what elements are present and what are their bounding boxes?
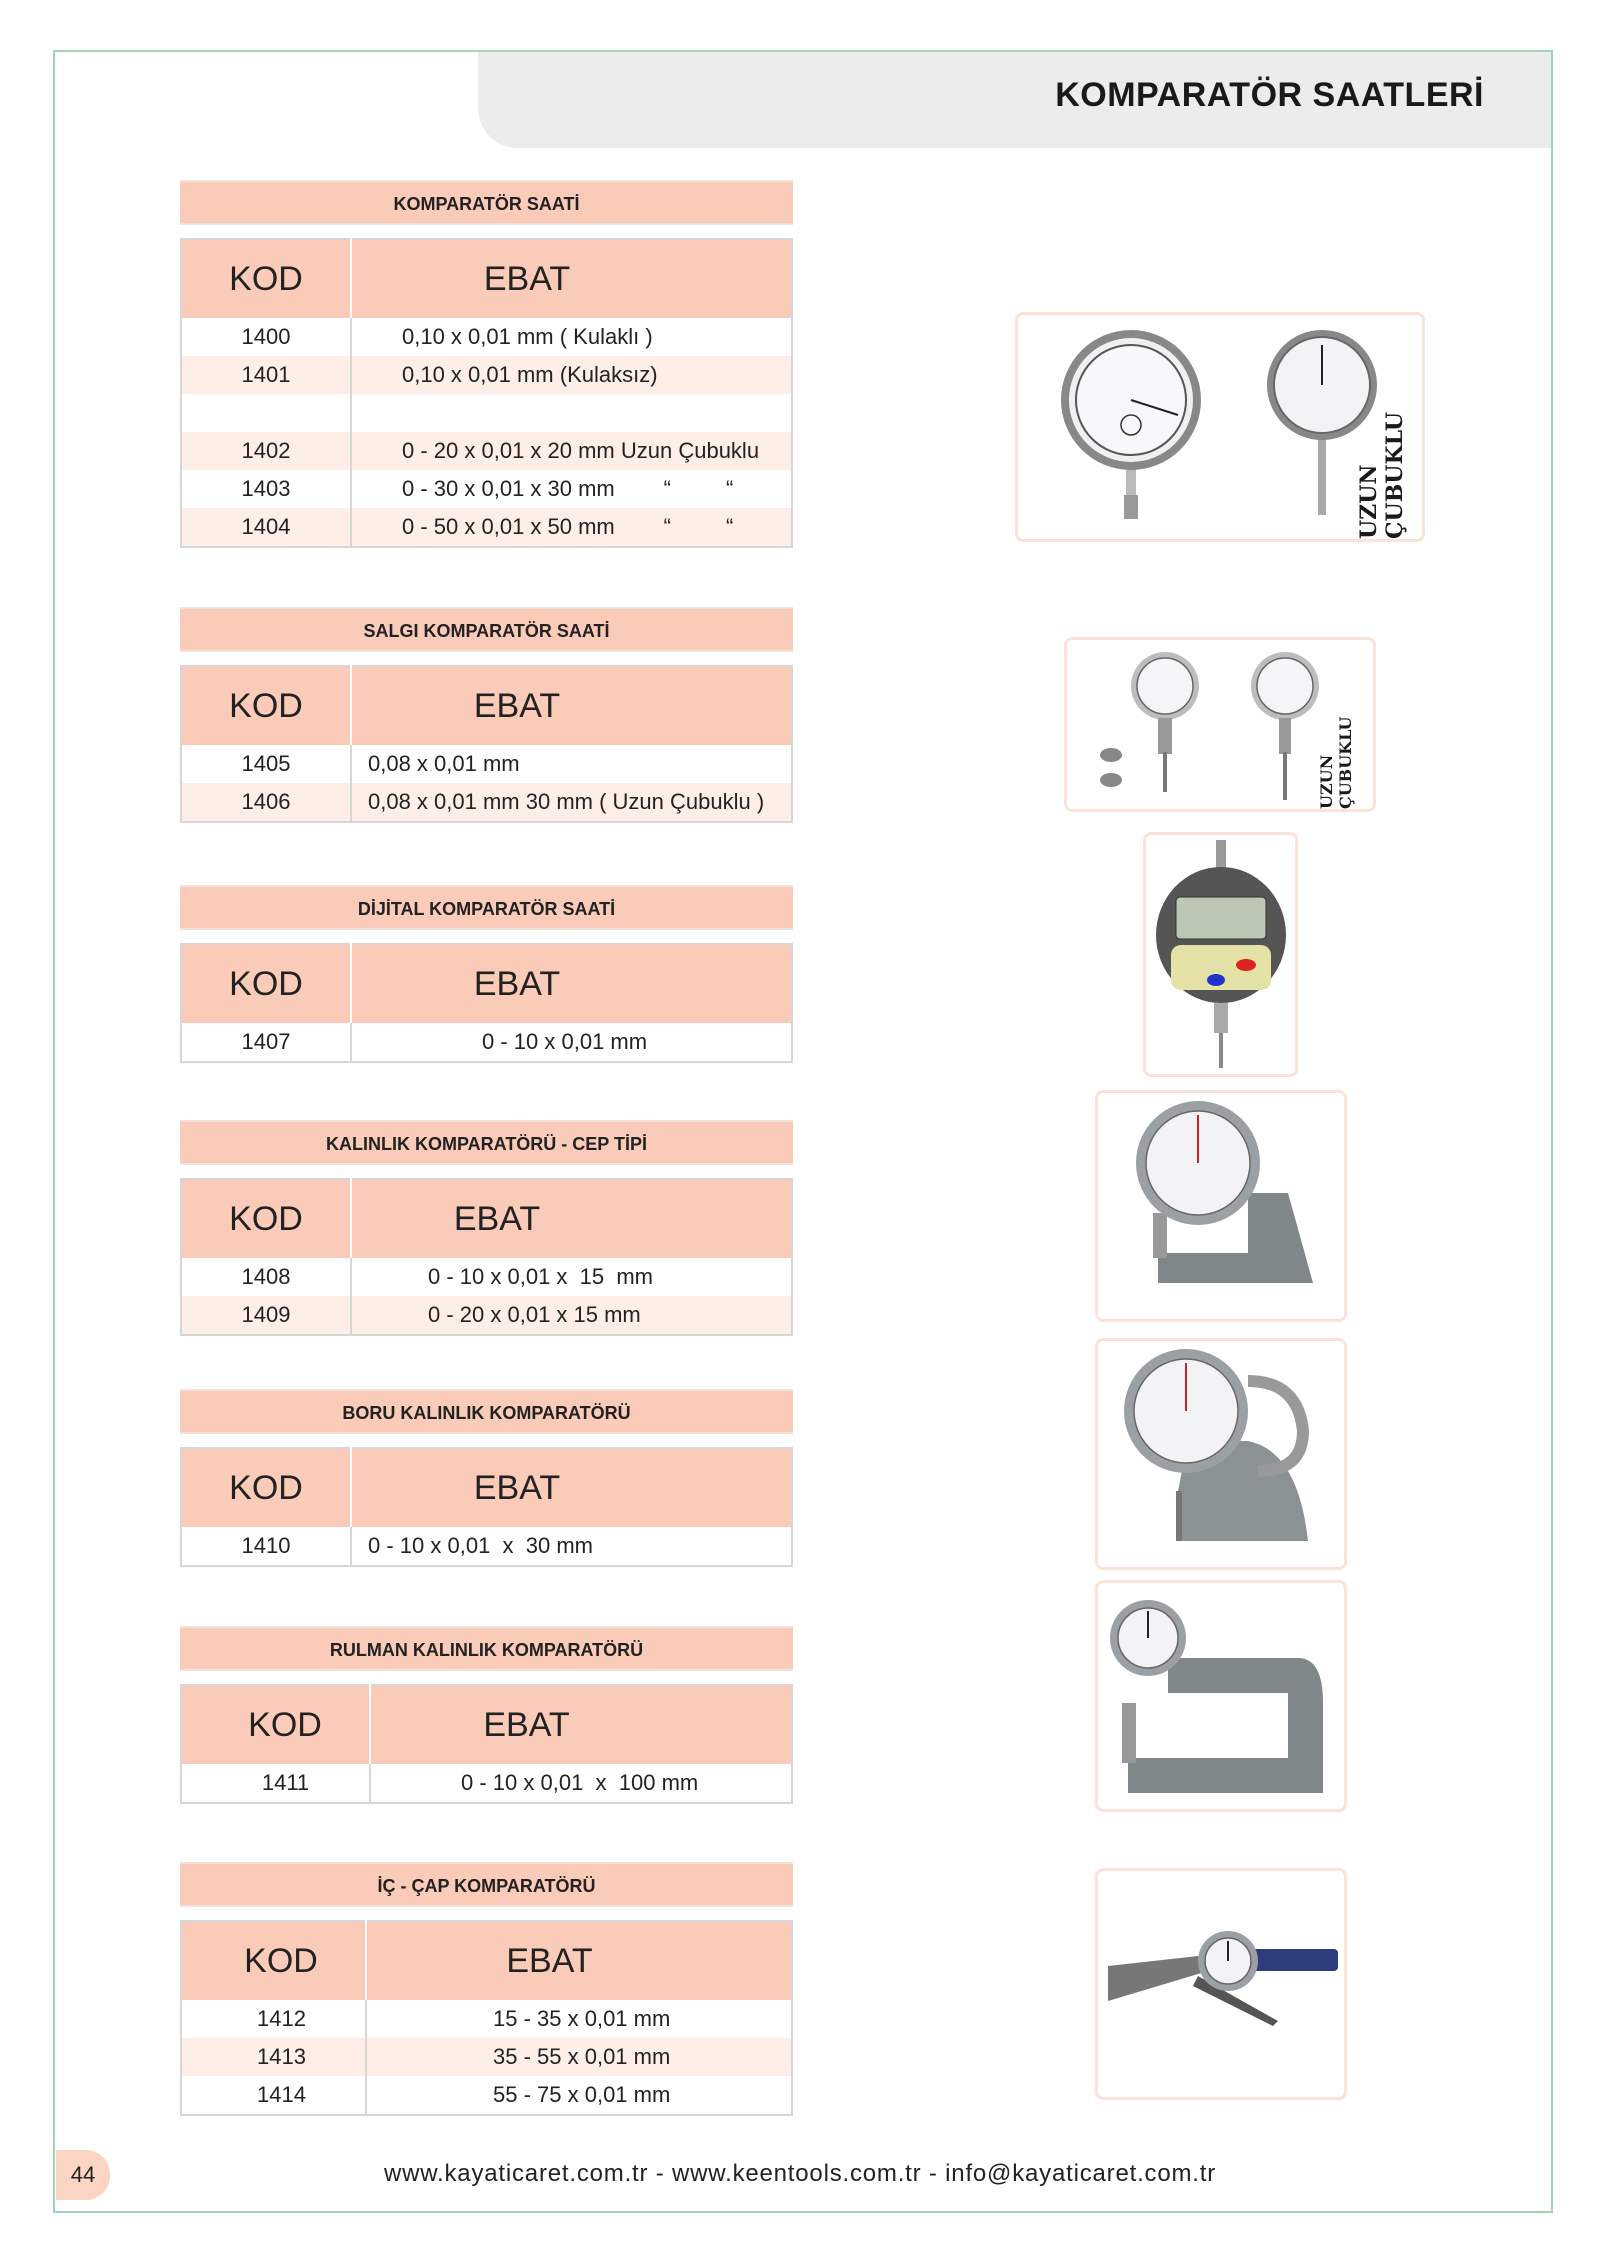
kod-cell: 1402 xyxy=(181,432,351,470)
product-table xyxy=(180,1920,793,2116)
col-ebat-header: EBAT xyxy=(366,1921,792,2000)
col-ebat-header: EBAT xyxy=(351,1179,792,1258)
col-kod-header: KOD xyxy=(181,1921,366,2000)
col-kod-header: KOD xyxy=(181,944,351,1023)
uzun-cubuklu-label: UZUN ÇUBUKLU xyxy=(1317,716,1355,809)
kod-cell: 1406 xyxy=(181,783,351,822)
ebat-cell: 0 - 50 x 0,01 x 50 mm “ “ xyxy=(351,508,792,547)
photo-pipe-thickness-gauge xyxy=(1095,1338,1347,1570)
col-kod-header: KOD xyxy=(181,666,351,745)
kod-cell: 1408 xyxy=(181,1258,351,1296)
section-title: BORU KALINLIK KOMPARATÖRÜ xyxy=(180,1389,793,1434)
pocket-thickness-gauge-illustration xyxy=(1098,1093,1344,1319)
section-boru-kalinlik-komparatoru xyxy=(180,1389,793,1567)
ebat-cell: 55 - 75 x 0,01 mm xyxy=(493,2082,671,2107)
col-ebat-header: EBAT xyxy=(351,1448,792,1527)
section-title: KALINLIK KOMPARATÖRÜ - CEP TİPİ xyxy=(180,1120,793,1165)
kod-cell: 1414 xyxy=(181,2076,366,2115)
photo-dial-indicators xyxy=(1015,312,1425,542)
section-title: SALGI KOMPARATÖR SAATİ xyxy=(180,607,793,652)
photo-digital-indicator xyxy=(1143,832,1298,1077)
ebat-cell: 15 - 35 x 0,01 mm xyxy=(493,2006,671,2031)
kod-cell: 1409 xyxy=(181,1296,351,1335)
col-ebat-header: EBAT xyxy=(351,239,792,318)
pipe-thickness-gauge-illustration xyxy=(1098,1341,1344,1567)
footer-contact: www.kayaticaret.com.tr - www.keentools.com.tr - info@kayaticaret.com.tr xyxy=(383,2160,1217,2187)
section-ic-cap-komparatoru xyxy=(180,1862,793,2116)
photo-bearing-thickness-gauge xyxy=(1095,1580,1347,1812)
product-table xyxy=(180,1684,793,1804)
uzun-cubuklu-label: UZUN ÇUBUKLU xyxy=(1356,411,1408,539)
section-title: İÇ - ÇAP KOMPARATÖRÜ xyxy=(180,1862,793,1907)
kod-cell: 1411 xyxy=(181,1764,370,1803)
photo-pocket-thickness-gauge xyxy=(1095,1090,1347,1322)
kod-cell: 1407 xyxy=(181,1023,351,1062)
product-table xyxy=(180,238,793,548)
product-table xyxy=(180,1178,793,1336)
ebat-cell: 0,08 x 0,01 mm 30 mm ( Uzun Çubuklu ) xyxy=(351,783,792,822)
ebat-cell xyxy=(351,394,792,432)
ebat-cell: 0 - 20 x 0,01 x 15 mm xyxy=(351,1296,792,1335)
page-title: KOMPARATÖR SAATLERİ xyxy=(1055,76,1484,114)
kod-cell xyxy=(181,394,351,432)
section-komparator-saati xyxy=(180,180,793,548)
ebat-cell: 0 - 10 x 0,01 x 15 mm xyxy=(428,1264,653,1289)
kod-cell: 1413 xyxy=(181,2038,366,2076)
section-kalinlik-komparatoru-cep-tipi xyxy=(180,1120,793,1336)
section-title: KOMPARATÖR SAATİ xyxy=(180,180,793,225)
ebat-cell: 0 - 30 x 0,01 x 30 mm “ “ xyxy=(402,476,734,501)
section-dijital-komparator-saati xyxy=(180,885,793,1063)
kod-cell: 1401 xyxy=(181,356,351,394)
kod-cell: 1400 xyxy=(181,318,351,356)
photo-internal-caliper-gauge xyxy=(1095,1868,1347,2100)
product-table xyxy=(180,665,793,823)
photo-test-indicators xyxy=(1064,637,1376,812)
col-kod-header: KOD xyxy=(181,1448,351,1527)
ebat-cell: 0 - 20 x 0,01 x 20 mm Uzun Çubuklu xyxy=(351,432,792,470)
kod-cell: 1412 xyxy=(181,2000,366,2038)
kod-cell: 1404 xyxy=(181,508,351,547)
col-kod-header: KOD xyxy=(181,1179,351,1258)
kod-cell: 1403 xyxy=(181,470,351,508)
product-table xyxy=(180,943,793,1063)
bearing-thickness-gauge-illustration xyxy=(1098,1583,1344,1809)
ebat-cell: 0,10 x 0,01 mm ( Kulaklı ) xyxy=(402,324,653,349)
ebat-cell: 0,10 x 0,01 mm (Kulaksız) xyxy=(351,356,792,394)
ebat-cell: 35 - 55 x 0,01 mm xyxy=(366,2038,792,2076)
col-kod-header: KOD xyxy=(181,1685,370,1764)
col-ebat-header: EBAT xyxy=(351,666,792,745)
section-title: RULMAN KALINLIK KOMPARATÖRÜ xyxy=(180,1626,793,1671)
internal-caliper-gauge-illustration xyxy=(1098,1871,1344,2097)
product-table xyxy=(180,1447,793,1567)
col-ebat-header: EBAT xyxy=(351,944,792,1023)
col-ebat-header: EBAT xyxy=(370,1685,792,1764)
kod-cell: 1405 xyxy=(181,745,351,783)
col-kod-header: KOD xyxy=(181,239,351,318)
ebat-cell: 0 - 10 x 0,01 x 30 mm xyxy=(368,1533,593,1558)
digital-indicator-illustration xyxy=(1146,835,1295,1074)
section-rulman-kalinlik-komparatoru xyxy=(180,1626,793,1804)
page-number: 44 xyxy=(56,2150,110,2200)
section-salgi-komparator-saati xyxy=(180,607,793,823)
ebat-cell: 0 - 10 x 0,01 mm xyxy=(482,1029,648,1054)
ebat-cell: 0 - 10 x 0,01 x 100 mm xyxy=(461,1770,699,1795)
section-title: DİJİTAL KOMPARATÖR SAATİ xyxy=(180,885,793,930)
kod-cell: 1410 xyxy=(181,1527,351,1566)
ebat-cell: 0,08 x 0,01 mm xyxy=(368,751,520,776)
